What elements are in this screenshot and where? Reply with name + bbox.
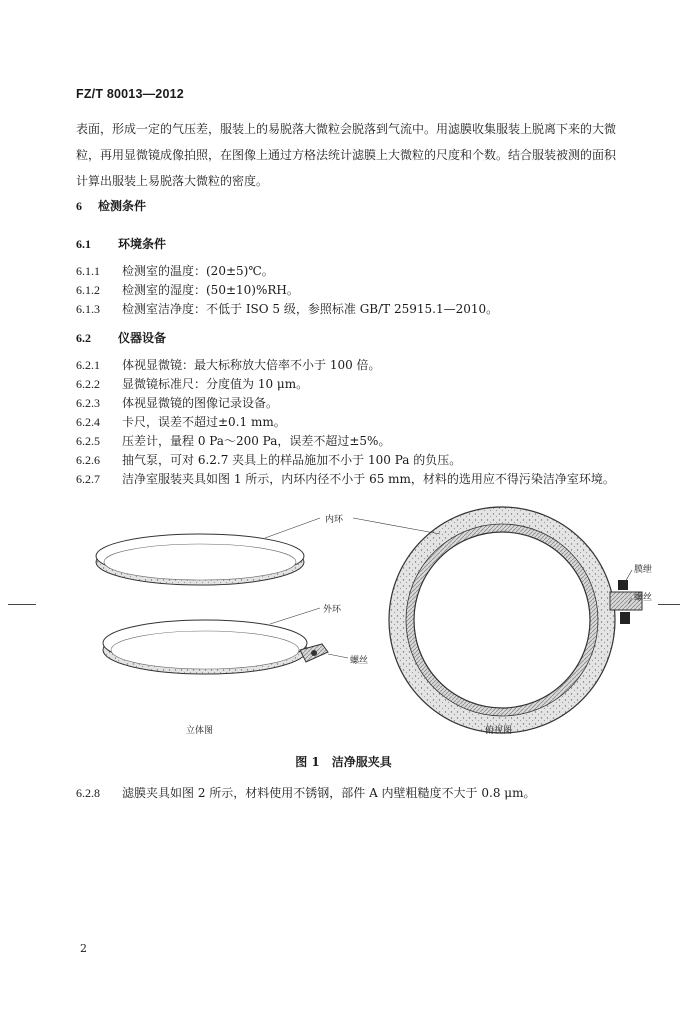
section-title: 检测条件 (98, 199, 147, 213)
standard-code: FZ/T 80013—2012 (76, 87, 184, 101)
label-screw-right: 螺丝 (634, 593, 653, 603)
clause-number: 6.2.6 (76, 453, 100, 467)
clause-6-2-8 (76, 784, 535, 801)
clause-6-1-1 (76, 262, 274, 279)
clause-text: 检测室的湿度：(50±10)%RH。 (122, 283, 299, 297)
clause-number: 6.2.7 (76, 472, 100, 486)
label-outer-ring: 外环 (323, 605, 342, 615)
intro-line-3: 计算出服装上易脱落大微粒的密度。 (76, 174, 269, 188)
clause-number: 6.1.3 (76, 302, 100, 316)
clause-number: 6.1.1 (76, 264, 100, 278)
intro-paragraph (76, 116, 636, 194)
clause-number: 6.1.2 (76, 283, 100, 297)
outer-ring-3d (103, 620, 328, 674)
intro-line-2: 粒，再用显微镜成像拍照，在图像上通过方格法统计滤膜上大微粒的尺度和个数。结合服装被测的面积 (76, 148, 617, 162)
clause-text: 体视显微镜的图像记录设备。 (122, 396, 279, 410)
clause-6-2-4 (76, 413, 286, 430)
label-section-view: 俯视图 (485, 726, 513, 736)
label-inner-ring: 内环 (325, 515, 344, 525)
clause-text: 检测室洁净度：不低于 ISO 5 级，参照标准 GB/T 25915.1—2010。 (122, 302, 499, 316)
margin-mark (8, 604, 36, 605)
section-6-1-heading (76, 235, 166, 252)
clause-text: 卡尺，误差不超过±0.1 mm。 (122, 415, 286, 429)
section-title: 环境条件 (118, 237, 167, 251)
clause-6-2-6 (76, 451, 461, 468)
clause-6-2-1 (76, 356, 381, 373)
clause-text: 洁净室服装夹具如图 1 所示，内环内径不小于 65 mm，材料的选用应不得污染洁净室环境。 (122, 472, 615, 486)
section-title: 仪器设备 (118, 331, 167, 345)
clause-6-2-2 (76, 375, 308, 392)
section-view-ring (389, 507, 642, 733)
page-number: 2 (80, 942, 87, 955)
clause-text: 显微镜标准尺：分度值为 10 μm。 (122, 377, 309, 391)
clause-number: 6.2.3 (76, 396, 100, 410)
label-screw-left: 螺丝 (350, 656, 369, 666)
clause-6-2-3 (76, 394, 278, 411)
section-number: 6 (76, 199, 82, 213)
figure-1 (0, 500, 687, 770)
screw-head-icon (620, 612, 630, 624)
section-6-2-heading (76, 329, 166, 346)
margin-mark (658, 604, 680, 605)
section-number: 6.1 (76, 237, 91, 251)
clause-6-2-5 (76, 432, 390, 449)
clause-text: 抽气泵，可对 6.2.7 夹具上的样品施加不小于 100 Pa 的负压。 (122, 453, 462, 467)
clause-text: 体视显微镜：最大标称放大倍率不小于 100 倍。 (122, 358, 381, 372)
section-6-heading (76, 197, 146, 214)
label-3d-view: 立体图 (186, 726, 214, 736)
inner-ring-3d (96, 534, 304, 585)
clause-number: 6.2.8 (76, 786, 100, 800)
section-number: 6.2 (76, 331, 91, 345)
clause-6-1-2 (76, 281, 299, 298)
figure-1-drawing (0, 500, 687, 770)
clause-text: 滤膜夹具如图 2 所示，材料使用不锈钢，部件 A 内壁粗糙度不大于 0.8 μm。 (122, 786, 536, 800)
clause-6-2-7 (76, 470, 615, 487)
film-clamp-icon (618, 580, 628, 590)
clause-number: 6.2.1 (76, 358, 100, 372)
intro-line-1: 表面，形成一定的气压差，服装上的易脱落大微粒会脱落到气流中。用滤膜收集服装上脱离下来的大微 (76, 122, 617, 136)
clause-number: 6.2.4 (76, 415, 100, 429)
clause-text: 压差计，量程 0 Pa～200 Pa，误差不超过±5%。 (122, 434, 391, 448)
clause-number: 6.2.2 (76, 377, 100, 391)
clause-number: 6.2.5 (76, 434, 100, 448)
label-film: 膜绁 (634, 565, 653, 575)
figure-1-caption: 图 1 洁净服夹具 (295, 755, 392, 769)
clause-text: 检测室的温度：(20±5)℃。 (122, 264, 274, 278)
clause-6-1-3 (76, 300, 498, 317)
